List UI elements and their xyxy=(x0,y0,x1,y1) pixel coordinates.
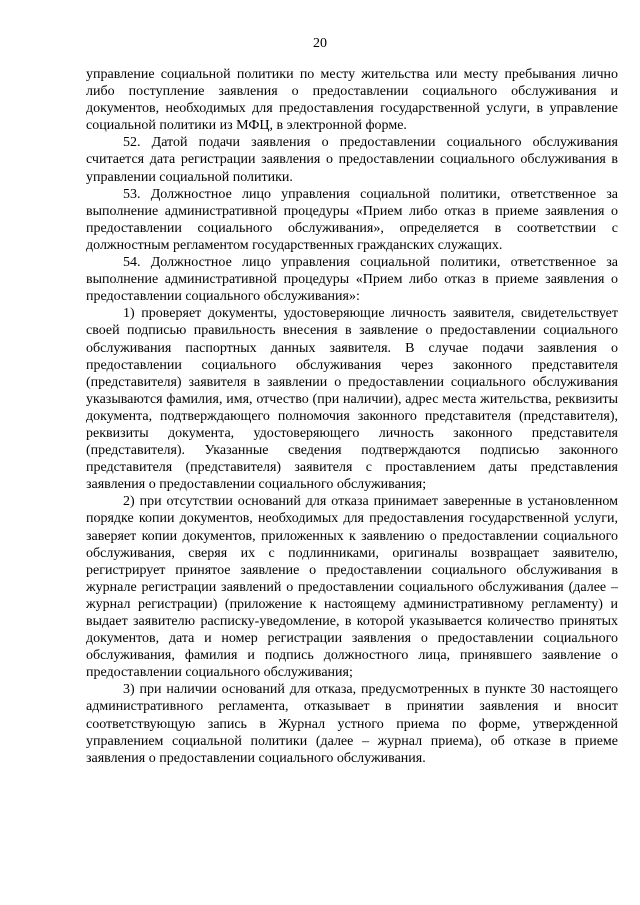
paragraph-continuation: управление социальной политики по месту жительства или месту пребывания лично либо поступление заявления о предоставлении социального обслуживания и документов, необходимых для предоставления государственной услуги, в управление социальной политики из МФЦ, в электронной форме. xyxy=(86,67,618,134)
paragraph-52: 52. Датой подачи заявления о предоставлении социального обслуживания считается дата регистрации заявления о предоставлении социального обслуживания в управлении социальной политики. xyxy=(86,135,618,185)
document-body xyxy=(86,66,618,767)
paragraph-54-item-1: 1) проверяет документы, удостоверяющие личность заявителя, свидетельствует своей подписью правильность внесения в заявление о предоставлении социального обслуживания паспортных данных заявителя. В случае подачи заявления о предоставлении социального обслуживания через законного представителя (представителя) заявителя в заявлении о предоставлении социального обслуживания указываются фамилия, имя, отчество (при наличии), адрес места жительства, реквизиты документа, подтверждающего полномочия законного представителя (представителя), реквизиты документа, удостоверяющего личность законного представителя (представителя). Указанные сведения подтверждаются подписью законного представителя (представителя) заявителя с проставлением даты представления заявления о предоставлении социального обслуживания; xyxy=(86,306,618,493)
paragraph-53: 53. Должностное лицо управления социальной политики, ответственное за выполнение административной процедуры «Прием либо отказ в приеме заявления о предоставлении социального обслуживания», определяется в соответствии с должностным регламентом государственных гражданских служащих. xyxy=(86,186,618,253)
paragraph-54: 54. Должностное лицо управления социальной политики, ответственное за выполнение административной процедуры «Прием либо отказ в приеме заявления о предоставлении социального обслуживания»: xyxy=(86,255,618,305)
paragraph-54-item-2: 2) при отсутствии оснований для отказа принимает заверенные в установленном порядке копии документов, необходимых для предоставления государственной услуги, заверяет копии документов, приложенных к заявлению о предоставлении социального обслуживания, сверяя их с подлинниками, оригиналы возвращает заявителю, регистрирует принятое заявление о предоставлении социального обслуживания в журнале регистрации заявлений о предоставлении социального обслуживания (далее – журнал регистрации) (приложение к настоящему административному регламенту) и выдает заявителю расписку-уведомление, в которой указывается количество принятых документов, дата и номер регистрации заявления о предоставлении социального обслуживания, фамилия и подпись должностного лица, принявшего заявление о предоставлении социального обслуживания; xyxy=(86,494,618,681)
page-number: 20 xyxy=(313,36,327,51)
paragraph-54-item-3: 3) при наличии оснований для отказа, предусмотренных в пункте 30 настоящего административного регламента, отказывает в принятии заявления и вносит соответствующую запись в Журнал устного приема по форме, утвержденной управлением социальной политики (далее – журнал приема), об отказе в приеме заявления о предоставлении социального обслуживания. xyxy=(86,682,618,766)
